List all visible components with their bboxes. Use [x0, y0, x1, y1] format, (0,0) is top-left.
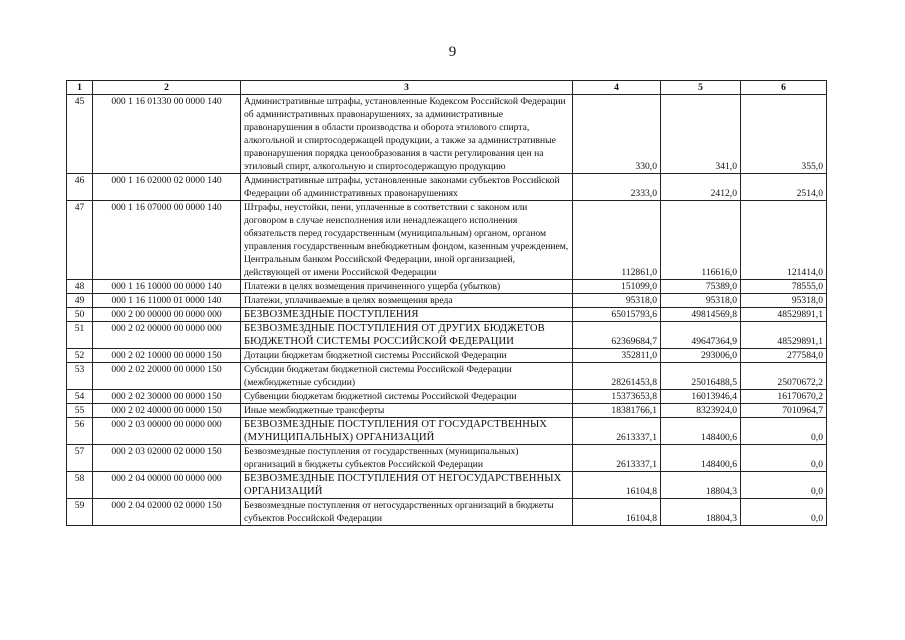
row-name: БЕЗВОЗМЕЗДНЫЕ ПОСТУПЛЕНИЯ ОТ НЕГОСУДАРСТВЕННЫХ ОРГАНИЗАЦИЙ [241, 472, 573, 499]
table-row [67, 95, 827, 174]
row-name: БЕЗВОЗМЕЗДНЫЕ ПОСТУПЛЕНИЯ ОТ ГОСУДАРСТВЕННЫХ (МУНИЦИПАЛЬНЫХ) ОРГАНИЗАЦИЙ [241, 418, 573, 445]
table-row [67, 349, 827, 363]
row-value-col4: 28261453,8 [573, 363, 661, 390]
row-value-col5: 16013946,4 [661, 390, 741, 404]
row-value-col4: 15373653,8 [573, 390, 661, 404]
row-value-col4: 16104,8 [573, 499, 661, 526]
row-value-col6: 0,0 [741, 472, 827, 499]
row-value-col4: 16104,8 [573, 472, 661, 499]
row-name: Субсидии бюджетам бюджетной системы Российской Федерации (межбюджетные субсидии) [241, 363, 573, 390]
row-value-col4: 2333,0 [573, 174, 661, 201]
table-row [67, 280, 827, 294]
row-number: 54 [67, 390, 93, 404]
row-name: Безвозмездные поступления от негосударственных организаций в бюджеты субъектов Российской Федерации [241, 499, 573, 526]
row-value-col6: 0,0 [741, 418, 827, 445]
row-value-col6: 0,0 [741, 499, 827, 526]
row-value-col4: 62369684,7 [573, 322, 661, 349]
column-header-5: 5 [661, 81, 741, 95]
row-value-col4: 112861,0 [573, 201, 661, 280]
table-row [67, 363, 827, 390]
column-header-3: 3 [241, 81, 573, 95]
column-header-6: 6 [741, 81, 827, 95]
row-code: 000 1 16 10000 00 0000 140 [93, 280, 241, 294]
table-row [67, 322, 827, 349]
row-value-col5: 95318,0 [661, 294, 741, 308]
row-value-col5: 293006,0 [661, 349, 741, 363]
row-number: 45 [67, 95, 93, 174]
row-value-col5: 2412,0 [661, 174, 741, 201]
table-row [67, 499, 827, 526]
row-number: 57 [67, 445, 93, 472]
row-name: Административные штрафы, установленные Кодексом Российской Федерации об административных правонарушениях, за административные правонарушения в области производства и оборота этилового спирта, алкогольной и спиртосодержащей продукции, а также за административные правонарушения порядка ценообразования в части регулирования цен на этиловый спирт, алкогольную и спиртосодержащую продукцию [241, 95, 573, 174]
row-code: 000 2 02 00000 00 0000 000 [93, 322, 241, 349]
row-code: 000 2 02 40000 00 0000 150 [93, 404, 241, 418]
row-code: 000 2 03 02000 02 0000 150 [93, 445, 241, 472]
row-name: Административные штрафы, установленные законами субъектов Российской Федерации об административных правонарушениях [241, 174, 573, 201]
row-code: 000 2 02 30000 00 0000 150 [93, 390, 241, 404]
row-value-col5: 18804,3 [661, 499, 741, 526]
table-header-row [67, 81, 827, 95]
row-value-col6: 95318,0 [741, 294, 827, 308]
row-value-col4: 65015793,6 [573, 308, 661, 322]
row-value-col4: 18381766,1 [573, 404, 661, 418]
row-code: 000 1 16 07000 00 0000 140 [93, 201, 241, 280]
row-value-col6: 48529891,1 [741, 322, 827, 349]
table-row [67, 418, 827, 445]
row-code: 000 2 02 20000 00 0000 150 [93, 363, 241, 390]
row-code: 000 1 16 11000 01 0000 140 [93, 294, 241, 308]
row-number: 53 [67, 363, 93, 390]
row-value-col6: 355,0 [741, 95, 827, 174]
revenue-table [66, 80, 827, 526]
row-code: 000 2 04 02000 02 0000 150 [93, 499, 241, 526]
row-value-col5: 341,0 [661, 95, 741, 174]
row-number: 58 [67, 472, 93, 499]
table-row [67, 445, 827, 472]
row-name: Иные межбюджетные трансферты [241, 404, 573, 418]
table-row [67, 404, 827, 418]
row-value-col4: 330,0 [573, 95, 661, 174]
row-value-col5: 49647364,9 [661, 322, 741, 349]
row-code: 000 2 04 00000 00 0000 000 [93, 472, 241, 499]
row-code: 000 1 16 02000 02 0000 140 [93, 174, 241, 201]
row-value-col5: 18804,3 [661, 472, 741, 499]
row-value-col5: 75389,0 [661, 280, 741, 294]
row-name: Безвозмездные поступления от государственных (муниципальных) организаций в бюджеты субъектов Российской Федерации [241, 445, 573, 472]
row-name: Субвенции бюджетам бюджетной системы Российской Федерации [241, 390, 573, 404]
row-value-col5: 8323924,0 [661, 404, 741, 418]
row-name: Штрафы, неустойки, пени, уплаченные в соответствии с законом или договором в случае неисполнения или ненадлежащего исполнения обязательств перед государственным (муниципальным) органом, органом управления государственным внебюджетным фондом, казенным учреждением, Центральным банком Российской Федерации, иной организацией, действующей от имени Российской Федерации [241, 201, 573, 280]
row-number: 55 [67, 404, 93, 418]
column-header-4: 4 [573, 81, 661, 95]
table-row [67, 201, 827, 280]
row-value-col6: 7010964,7 [741, 404, 827, 418]
table-row [67, 174, 827, 201]
row-value-col4: 2613337,1 [573, 445, 661, 472]
row-number: 47 [67, 201, 93, 280]
row-number: 51 [67, 322, 93, 349]
row-value-col4: 352811,0 [573, 349, 661, 363]
row-value-col4: 151099,0 [573, 280, 661, 294]
page-number: 9 [448, 44, 457, 60]
row-code: 000 2 02 10000 00 0000 150 [93, 349, 241, 363]
row-value-col5: 148400,6 [661, 418, 741, 445]
column-header-2: 2 [93, 81, 241, 95]
row-name: Платежи, уплачиваемые в целях возмещения вреда [241, 294, 573, 308]
row-number: 56 [67, 418, 93, 445]
row-value-col6: 78555,0 [741, 280, 827, 294]
row-number: 50 [67, 308, 93, 322]
row-number: 49 [67, 294, 93, 308]
row-value-col6: 277584,0 [741, 349, 827, 363]
row-name: БЕЗВОЗМЕЗДНЫЕ ПОСТУПЛЕНИЯ ОТ ДРУГИХ БЮДЖЕТОВ БЮДЖЕТНОЙ СИСТЕМЫ РОССИЙСКОЙ ФЕДЕРАЦИИ [241, 322, 573, 349]
row-value-col6: 16170670,2 [741, 390, 827, 404]
table-row [67, 308, 827, 322]
row-number: 52 [67, 349, 93, 363]
row-value-col4: 95318,0 [573, 294, 661, 308]
row-code: 000 2 03 00000 00 0000 000 [93, 418, 241, 445]
row-value-col6: 121414,0 [741, 201, 827, 280]
table-row [67, 472, 827, 499]
row-value-col5: 49814569,8 [661, 308, 741, 322]
row-code: 000 1 16 01330 00 0000 140 [93, 95, 241, 174]
row-value-col6: 25070672,2 [741, 363, 827, 390]
row-number: 46 [67, 174, 93, 201]
row-value-col6: 2514,0 [741, 174, 827, 201]
row-value-col6: 48529891,1 [741, 308, 827, 322]
row-name: Платежи в целях возмещения причиненного ущерба (убытков) [241, 280, 573, 294]
row-value-col5: 148400,6 [661, 445, 741, 472]
row-value-col5: 25016488,5 [661, 363, 741, 390]
row-number: 48 [67, 280, 93, 294]
table-row [67, 294, 827, 308]
row-value-col4: 2613337,1 [573, 418, 661, 445]
row-code: 000 2 00 00000 00 0000 000 [93, 308, 241, 322]
row-number: 59 [67, 499, 93, 526]
table-row [67, 390, 827, 404]
column-header-1: 1 [67, 81, 93, 95]
row-name: Дотации бюджетам бюджетной системы Российской Федерации [241, 349, 573, 363]
row-name: БЕЗВОЗМЕЗДНЫЕ ПОСТУПЛЕНИЯ [241, 308, 573, 322]
row-value-col6: 0,0 [741, 445, 827, 472]
row-value-col5: 116616,0 [661, 201, 741, 280]
